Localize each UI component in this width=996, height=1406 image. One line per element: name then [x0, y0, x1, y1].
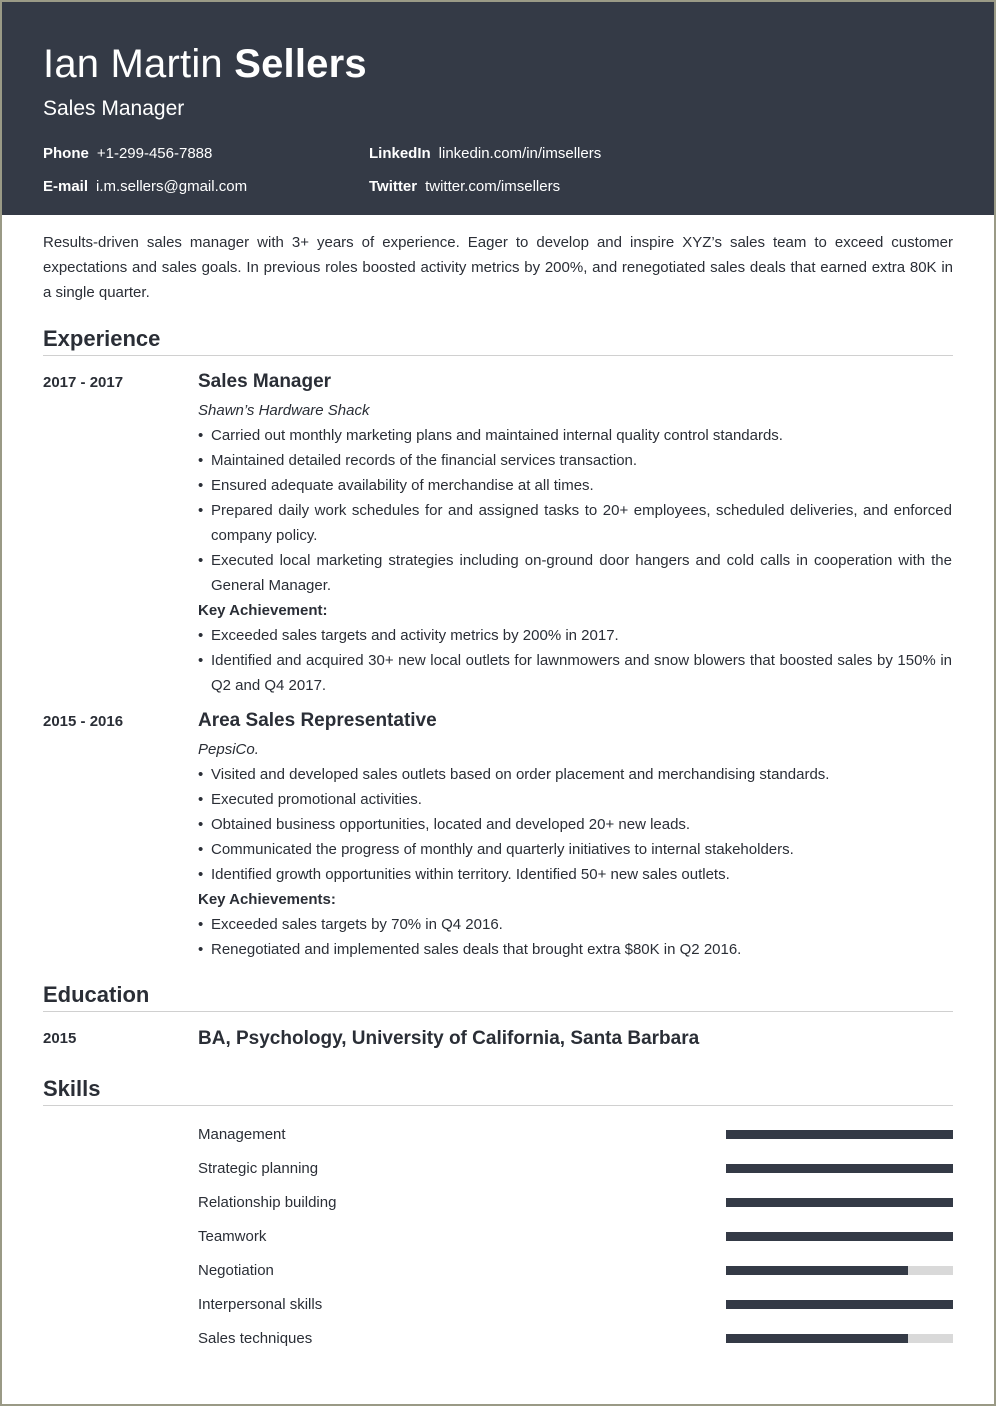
- first-name: Ian Martin: [43, 42, 223, 86]
- linkedin-value: linkedin.com/in/imsellers: [438, 145, 602, 162]
- contact-info: [43, 144, 953, 196]
- job-body: [198, 708, 952, 962]
- education-section: [43, 981, 953, 1052]
- responsibility-item: • Communicated the progress of monthly and quarterly initiatives to internal stakeholders.: [198, 837, 952, 862]
- responsibility-item: • Prepared daily work schedules for and assigned tasks to 20+ employees, scheduled deliveries, and enforced company policy.: [198, 498, 952, 548]
- skill-row: [43, 1117, 953, 1151]
- job-title: Area Sales Representative: [198, 710, 437, 731]
- job-title: Sales Manager: [198, 371, 332, 392]
- twitter-value: twitter.com/imsellers: [425, 178, 561, 195]
- skill-level-bar: [726, 1232, 953, 1241]
- contact-email: [43, 177, 369, 196]
- company-name: Shawn’s Hardware Shack: [198, 402, 370, 419]
- responsibility-item: • Executed local marketing strategies including on-ground door hangers and cold calls in cooperation with the General Manager.: [198, 548, 952, 598]
- contact-twitter: [369, 177, 769, 196]
- skill-name: Negotiation: [198, 1261, 274, 1279]
- skills-heading: Skills: [43, 1075, 953, 1106]
- skills-list: [43, 1117, 953, 1355]
- achievement-item: • Exceeded sales targets by 70% in Q4 2016.: [198, 912, 952, 937]
- job-achievements: [198, 912, 952, 962]
- skill-row: [43, 1151, 953, 1185]
- achievement-item: • Identified and acquired 30+ new local outlets for lawnmowers and snow blowers that boosted sales by 150% in Q2 and Q4 2017.: [198, 648, 952, 698]
- job-body: [198, 369, 952, 698]
- education-year: 2015: [43, 1030, 77, 1047]
- skill-name: Relationship building: [198, 1193, 337, 1211]
- skill-level-fill: [726, 1164, 953, 1173]
- summary: Results-driven sales manager with 3+ years of experience. Eager to develop and inspire XYZ’s sales team to exceed customer expectations and sales goals. In previous roles boosted activity metrics by 200%, and renegotiated sales deals that earned extra 80K in a single quarter.: [43, 234, 953, 301]
- degree: BA, Psychology, University of California, Santa Barbara: [198, 1028, 700, 1049]
- job-entry: [43, 369, 953, 698]
- responsibility-item: • Carried out monthly marketing plans and maintained internal quality control standards.: [198, 423, 952, 448]
- skill-name: Management: [198, 1125, 286, 1143]
- achievements-heading: Key Achievement:: [198, 602, 328, 619]
- skill-level-bar: [726, 1164, 953, 1173]
- skill-level-fill: [726, 1334, 908, 1343]
- contact-linkedin: [369, 144, 769, 163]
- skill-level-fill: [726, 1130, 953, 1139]
- job-title-heading: Sales Manager: [43, 97, 185, 120]
- skill-level-fill: [726, 1232, 953, 1241]
- responsibility-item: • Visited and developed sales outlets based on order placement and merchandising standards.: [198, 762, 952, 787]
- skill-level-bar: [726, 1198, 953, 1207]
- skill-level-bar: [726, 1300, 953, 1309]
- skill-name: Strategic planning: [198, 1159, 319, 1177]
- experience-section: [43, 325, 953, 962]
- responsibility-item: • Maintained detailed records of the financial services transaction.: [198, 448, 952, 473]
- skill-name: Teamwork: [198, 1227, 267, 1245]
- achievement-item: • Exceeded sales targets and activity metrics by 200% in 2017.: [198, 623, 952, 648]
- skills-section: [43, 1075, 953, 1355]
- skill-row: [43, 1253, 953, 1287]
- phone-label: Phone: [43, 145, 89, 162]
- job-dates: 2017 - 2017: [43, 374, 124, 391]
- phone-value: +1-299-456-7888: [96, 145, 213, 162]
- skill-level-fill: [726, 1300, 953, 1309]
- skill-row: [43, 1287, 953, 1321]
- skill-level-bar: [726, 1130, 953, 1139]
- skill-name: Interpersonal skills: [198, 1295, 323, 1313]
- skill-row: [43, 1219, 953, 1253]
- job-entry: [43, 708, 953, 962]
- email-value: i.m.sellers@gmail.com: [96, 178, 248, 195]
- company-name: PepsiCo.: [198, 741, 259, 758]
- email-label: E-mail: [43, 178, 89, 195]
- skill-name: Sales techniques: [198, 1329, 313, 1347]
- responsibility-item: • Ensured adequate availability of merchandise at all times.: [198, 473, 952, 498]
- job-achievements: [198, 623, 952, 698]
- skill-level-fill: [726, 1266, 908, 1275]
- job-dates: 2015 - 2016: [43, 713, 124, 730]
- experience-heading: Experience: [43, 325, 953, 356]
- contact-phone: [43, 144, 369, 163]
- candidate-name: [43, 40, 953, 88]
- achievement-item: • Renegotiated and implemented sales deals that brought extra $80K in Q2 2016.: [198, 937, 952, 962]
- skill-level-bar: [726, 1266, 953, 1275]
- resume-content: [2, 230, 994, 1355]
- skill-row: [43, 1321, 953, 1355]
- job-responsibilities: [198, 762, 952, 887]
- education-entry: [43, 1026, 953, 1052]
- skill-row: [43, 1185, 953, 1219]
- responsibility-item: • Identified growth opportunities within territory. Identified 50+ new sales outlets.: [198, 862, 952, 887]
- resume-header: [2, 2, 994, 215]
- last-name: Sellers: [234, 42, 367, 86]
- responsibility-item: • Executed promotional activities.: [198, 787, 952, 812]
- skill-level-bar: [726, 1334, 953, 1343]
- linkedin-label: LinkedIn: [369, 145, 431, 162]
- job-responsibilities: [198, 423, 952, 598]
- achievements-heading: Key Achievements:: [198, 891, 336, 908]
- twitter-label: Twitter: [369, 178, 418, 195]
- responsibility-item: • Obtained business opportunities, located and developed 20+ new leads.: [198, 812, 952, 837]
- skill-level-fill: [726, 1198, 953, 1207]
- education-heading: Education: [43, 981, 953, 1012]
